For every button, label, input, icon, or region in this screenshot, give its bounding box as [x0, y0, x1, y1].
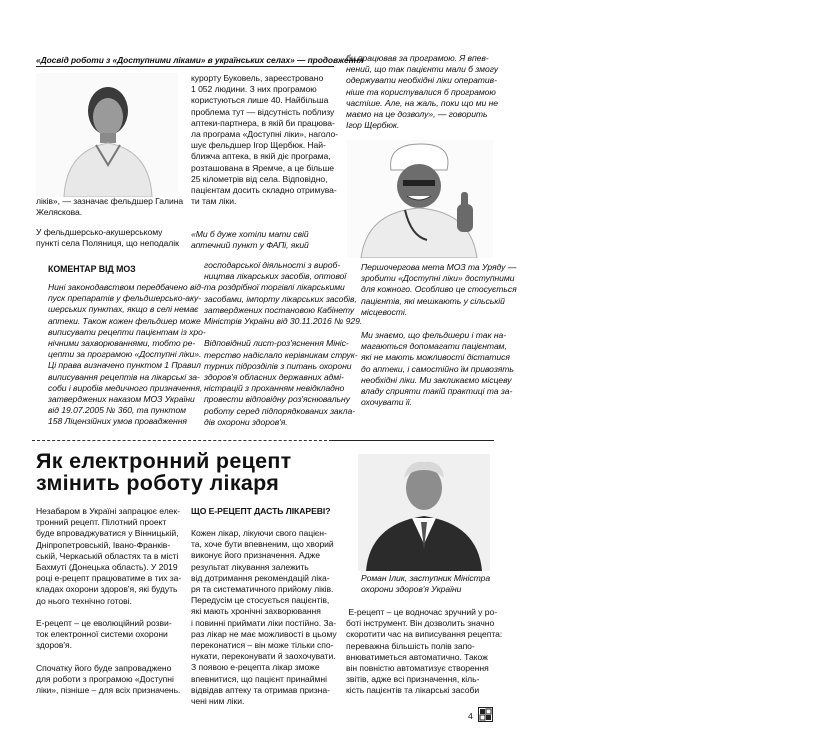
page-number: 4 — [468, 711, 473, 721]
col2-paragraph: курорту Буковель, зареєстровано 1 052 людини. З них програмою користуються лише 40. Найбільша проблема тут — відсутність поблизу аптеки-партнера, в якій би працюва- ла програма «Доступні ліки», наголо- шує фельдшер Ігор Щербюк. Най- ближча аптека, в якій діє програма, розташована в Яремче, а це більше 25 кілометрів від села. Відповідно, пацієнтам досить складно отримува- ти там ліки. — [191, 73, 339, 207]
moz-logo-icon — [478, 707, 493, 722]
feldsher-man-photo — [347, 140, 493, 258]
comment-col2: господарської діяльності з вироб- ництва лікарських засобів, оптової та роздрібної торгівлі лікарськими засобами, імпорту лікарських засобів, затверджених постановою Кабінету Міністрів України від 30.11.2016 № 929. Відповідний лист-роз'яснення Мініс- терство надіслало керівникам струк- турних підрозділів з питань охорони здоров'я обласних державних адмі- ністрацій з проханням невідкладно провести відповідну роз'яснювальну роботу серед підпорядкованих закла- дів охорони здоров'я. — [204, 260, 363, 427]
comment-col1: Нині законодавством передбачено від- пуск препаратів у фельдшерсько-аку- шерських пунктах, якщо в селі немає аптеки. Також кожен фельдшер може виписувати рецепти пацієнтам із хро- нічними захворюваннями, тобто ре- цепти за програмою «Доступні ліки». Ці права визначено пунктом 1 Правил виписування рецептів на лікарські за- соби і виробів медичного призначення, затверджених наказом МОЗ України від 19.07.2005 № 360, та пунктом 158 Ліцензійних умов провадження — [48, 282, 206, 427]
comment-col3-intro: Першочергова мета МОЗ та Уряду — зробити «Доступні ліки» доступними для кожного. Особливо це стосується пацієнтів, які мешкають у сільській місцевості. — [361, 262, 517, 317]
comment-col3-appeal: Ми знаємо, що фельдшери і так на- магаються допомагати пацієнтам, які не мають можливості дістатися до аптеки, і самостійно їм привозять необхідні ліки. Ми закликаємо місцеву владу сприяти такій практиці та за- охочувати її. — [361, 330, 514, 408]
section-divider-left — [32, 440, 332, 442]
article-subheading: ЩО Е-РЕЦЕПТ ДАСТЬ ЛІКАРЕВІ? — [191, 506, 331, 516]
continuation-header: «Досвід роботи з «Доступними ліками» в українських селах» — продовження — [36, 55, 364, 65]
col2-quote: «Ми б дуже хотіли мати свій аптечний пункт у ФАПі, який — [191, 229, 309, 251]
feldsher-woman-photo — [36, 73, 178, 197]
article-col2: Кожен лікар, лікуючи свого пацієн- та, хоче бути впевненим, що хворий виконує його призначення. Адже результат лікування залежить від дотримання рекомендацій ліка- ря та систематичного прийому ліків. Передусім це стосується пацієнтів, які мають хронічні захворювання і повинні приймати ліки постійно. За- раз лікар не має можливості в цьому переконатися – він може тільки спо- нукати, переконувати й заохочувати. З появою е-рецепта лікар зможе впевнитися, що пацієнт принаймні відвідав аптеку та отримав призна- чені ним ліки. — [191, 528, 337, 707]
article-col3: Е-рецепт – це водночас зручний у ро- боті інструмент. Він дозволить значно скоротити час на виписування рецепта: переважна більшість полів запо- внюватиметься автоматично. Також він повністю автоматизує створення звітів, адже всі призначення, кіль- кість пацієнтів та лікарські засоби — [346, 607, 503, 696]
photo1-caption: ліків», — зазначає фельдшер Галина Желяскова. — [36, 196, 184, 218]
article-headline: Як електронний рецепт змінить роботу лікаря — [36, 449, 292, 495]
col1-paragraph: У фельдшерсько-акушерському пункті села Поляниця, що неподалік — [36, 227, 179, 249]
deputy-photo-caption: Роман Ілик, заступник Міністра охорони здоров'я України — [361, 573, 491, 595]
col3-quote: би працював за програмою. Я впев- нений, що так пацієнти мали б змогу одержувати необхідні ліки оператив- ніше та користувалися б програмою частіше. Але, на жаль, поки що ми не маємо на це дозволу», — говорить Ігор Щербюк. — [346, 53, 499, 131]
article-col1: Незабаром в Україні запрацює елек- тронний рецепт. Пілотний проект буде впроваджуватися у Вінницькій, Дніпропетровській, Івано-Франків- ській, Черкаській областях та в місті Бахмуті (Донецька область). У 2019 році е-рецепт працюватиме в тих за- кладах охорони здоров'я, які будуть до нього технічно готові. Е-рецепт – це еволюційний розви- ток електронної системи охорони здоров'я. Спочатку його буде запроваджено для роботи з програмою «Доступні ліки», пізніше – для всіх призначень. — [36, 506, 182, 696]
comment-title: КОМЕНТАР ВІД МОЗ — [48, 264, 136, 274]
header-rule — [36, 66, 334, 67]
section-divider-right — [332, 440, 494, 441]
deputy-minister-photo — [358, 454, 490, 571]
